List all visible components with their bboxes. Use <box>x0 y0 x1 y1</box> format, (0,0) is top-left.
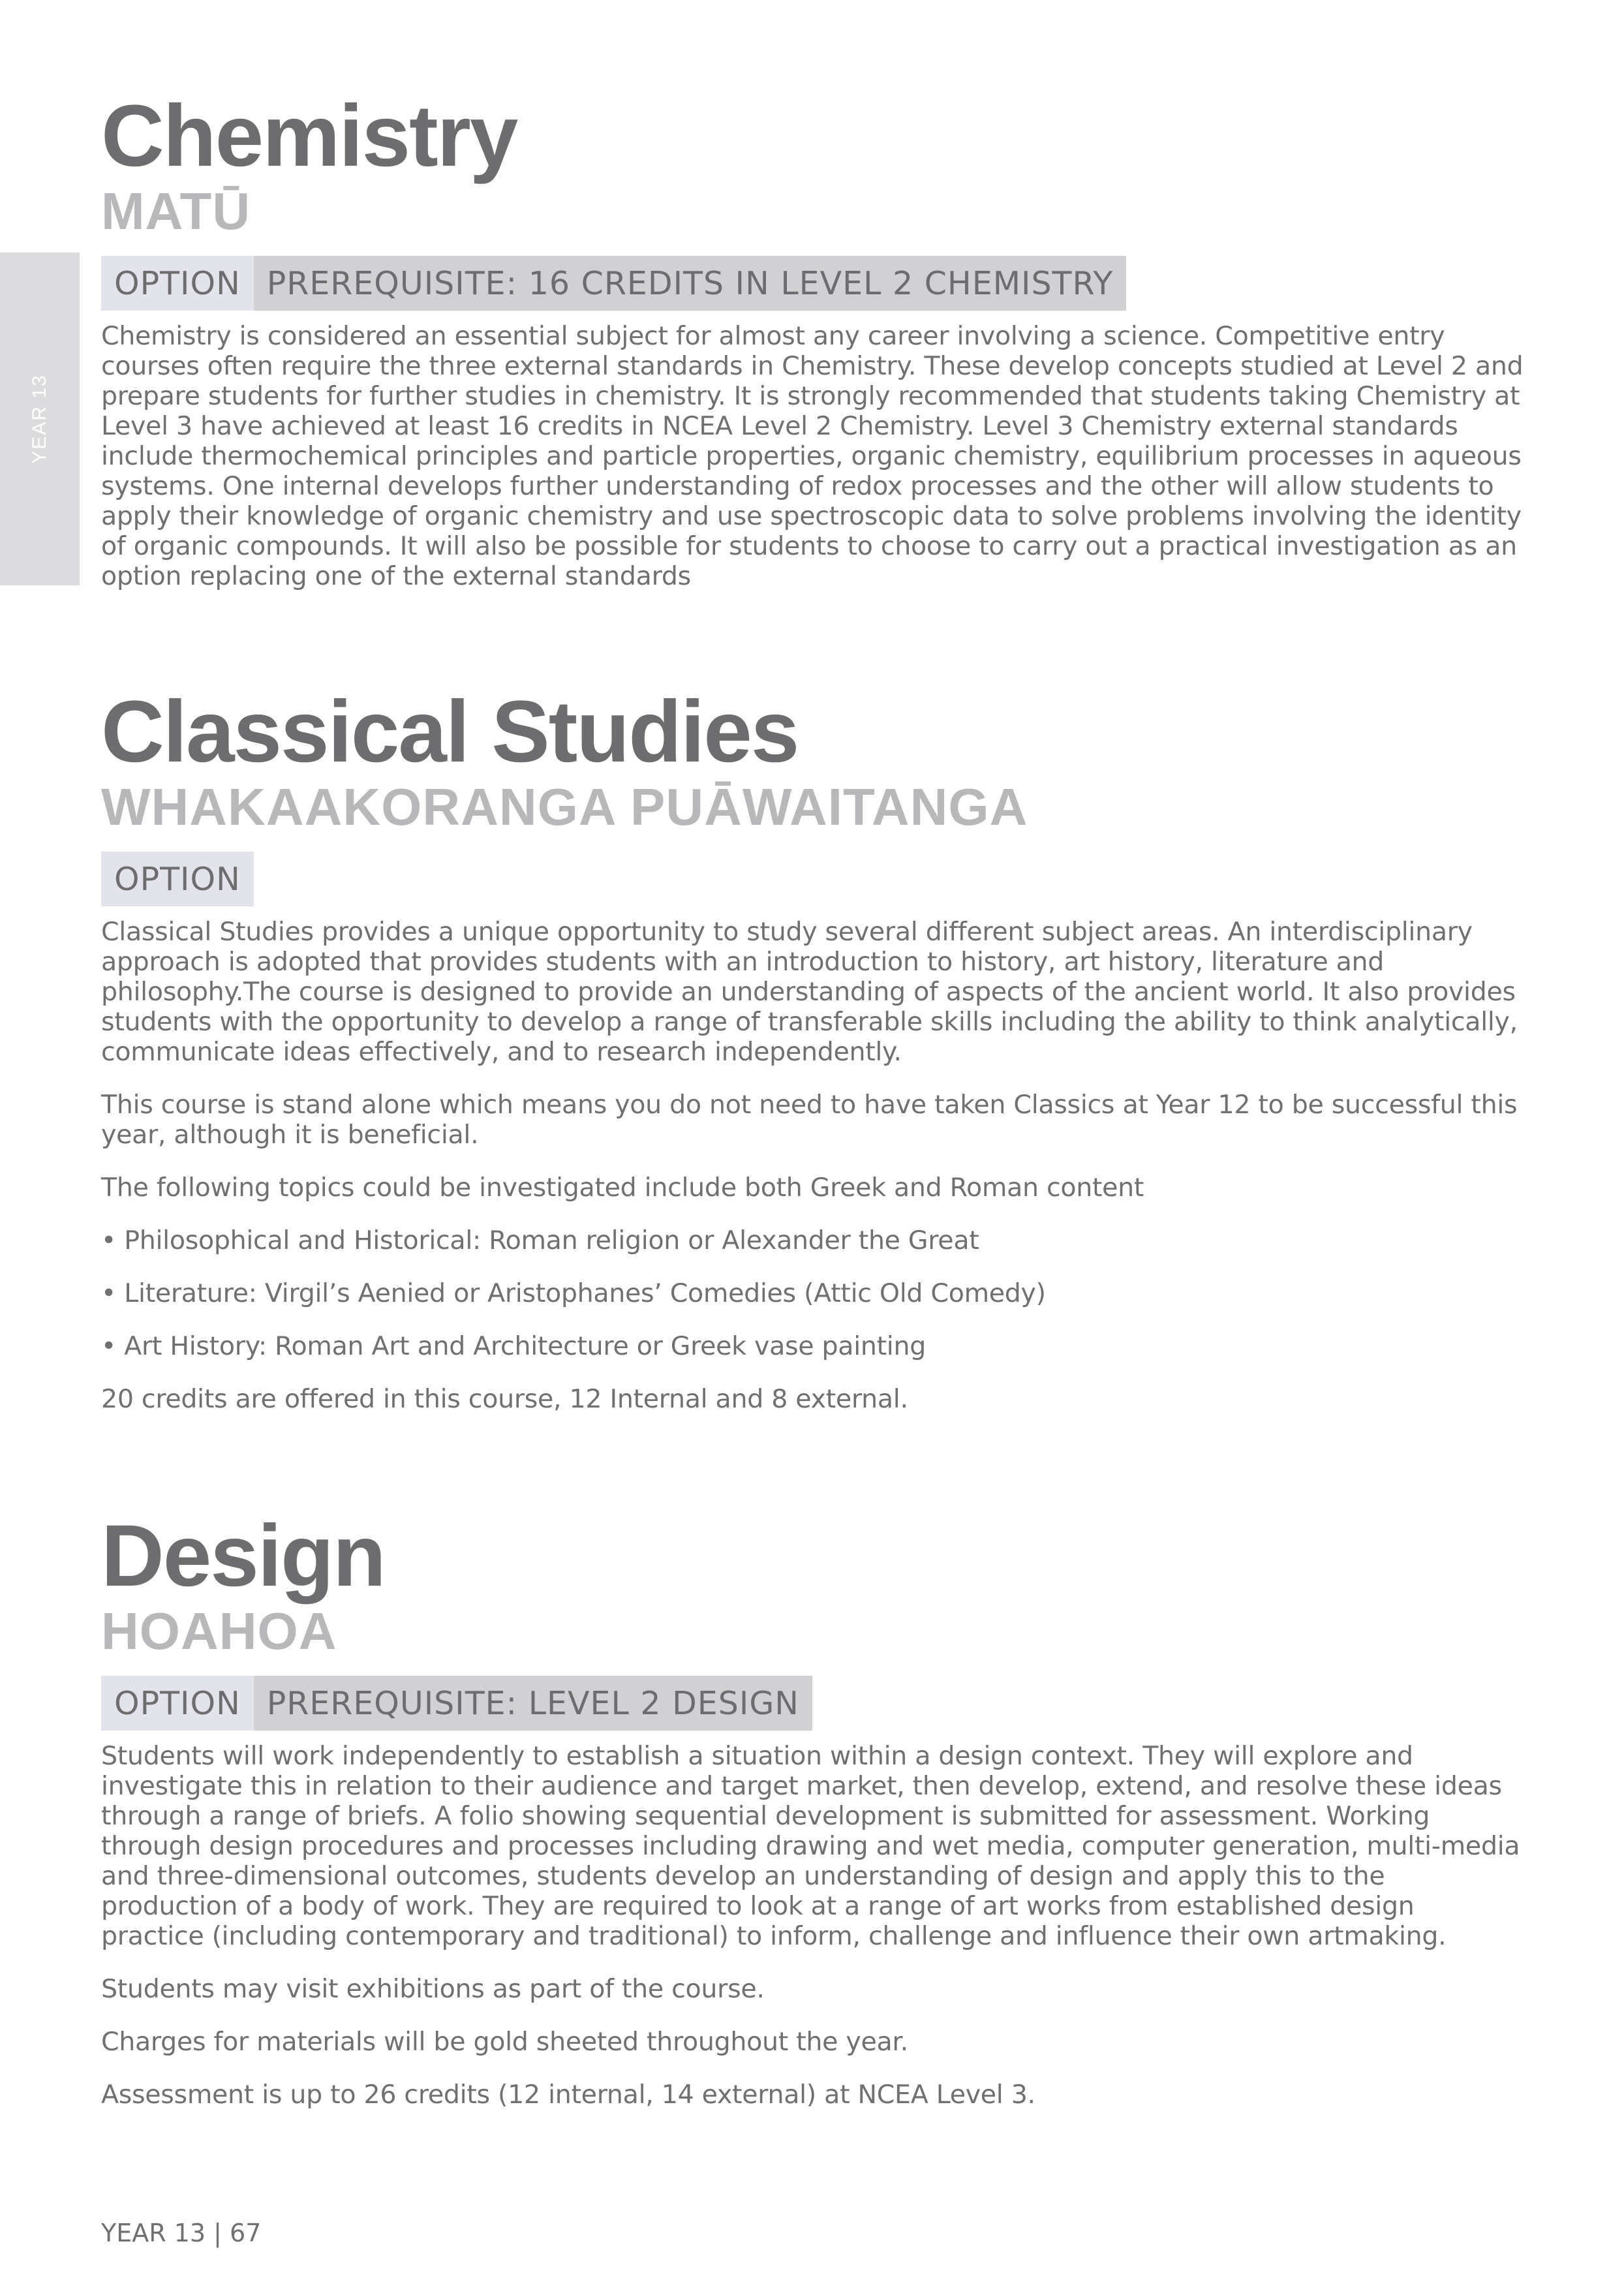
section-body <box>101 917 1524 1414</box>
paragraph: Chemistry is considered an essential subject for almost any career involving a science. Competitive entry courses often require the three external standards in Chemistry. These develop concepts studied at Level 2 and prepare students for further studies in chemistry. It is strongly recommended that students taking Chemistry at Level 3 have achieved at least 16 credits in NCEA Level 2 Chemistry. Level 3 Chemistry external standards include thermochemical principles and particle properties, organic chemistry, equilibrium processes in aqueous systems. One internal develops further understanding of redox processes and the other will allow students to apply their knowledge of organic chemistry and use spectroscopic data to solve problems involving the identity of organic compounds. It will also be possible for students to choose to carry out a practical investigation as an option replacing one of the external standards <box>101 321 1524 591</box>
side-tab-label: YEAR 13 <box>29 374 50 464</box>
option-tag: OPTION <box>101 852 254 906</box>
prerequisite-tag: PREREQUISITE: 16 CREDITS IN LEVEL 2 CHEMISTRY <box>254 256 1127 311</box>
section-subtitle: WHAKAAKORANGA PUĀWAITANGA <box>101 778 1028 836</box>
chemistry-section <box>101 87 1524 591</box>
paragraph: The following topics could be investigated include both Greek and Roman content <box>101 1173 1144 1203</box>
year-side-tab <box>0 253 80 585</box>
bullet-item: • Literature: Virgil’s Aenied or Aristophanes’ Comedies (Attic Old Comedy) <box>101 1278 1046 1308</box>
paragraph: Classical Studies provides a unique opportunity to study several different subject areas. An interdisciplinary approach is adopted that provides students with an introduction to history, art history, literature and philosophy.The course is designed to provide an understanding of aspects of the ancient world. It also provides students with the opportunity to develop a range of transferable skills including the ability to think analytically, communicate ideas effectively, and to research independently. <box>101 917 1518 1067</box>
design-section <box>101 1507 1524 2110</box>
classical-studies-section <box>101 683 1524 1414</box>
paragraph: This course is stand alone which means you do not need to have taken Classics at Year 12 to be successful this year, although it is beneficial. <box>101 1090 1518 1150</box>
section-title: Chemistry <box>101 87 517 185</box>
option-tag: OPTION <box>101 256 254 311</box>
paragraph: Students may visit exhibitions as part of the course. <box>101 1974 765 2004</box>
paragraph: Students will work independently to establish a situation within a design context. They will explore and investigate this in relation to their audience and target market, then develop, extend, and resolve these ideas through a range of briefs. A folio showing sequential development is submitted for assessment. Working through design procedures and processes including drawing and wet media, computer generation, multi-media and three-dimensional outcomes, students develop an understanding of design and apply this to the production of a body of work. They are required to look at a range of art works from established design practice (including contemporary and traditional) to inform, challenge and influence their own artmaking. <box>101 1741 1520 1951</box>
section-body <box>101 1741 1524 2110</box>
bullet-item: • Art History: Roman Art and Architecture or Greek vase painting <box>101 1331 926 1361</box>
page-footer: YEAR 13 | 67 <box>101 2219 262 2247</box>
tag-row <box>101 852 1524 906</box>
section-subtitle: HOAHOA <box>101 1602 337 1660</box>
section-body <box>101 321 1524 591</box>
bullet-item: • Philosophical and Historical: Roman religion or Alexander the Great <box>101 1225 979 1255</box>
paragraph: 20 credits are offered in this course, 12 Internal and 8 external. <box>101 1384 908 1414</box>
paragraph: Charges for materials will be gold sheeted throughout the year. <box>101 2027 908 2057</box>
section-subtitle: MATŪ <box>101 182 251 240</box>
tag-row <box>101 256 1524 311</box>
tag-row <box>101 1676 1524 1731</box>
section-title: Classical Studies <box>101 683 799 780</box>
paragraph: Assessment is up to 26 credits (12 internal, 14 external) at NCEA Level 3. <box>101 2080 1035 2110</box>
option-tag: OPTION <box>101 1676 254 1731</box>
prerequisite-tag: PREREQUISITE: LEVEL 2 DESIGN <box>254 1676 812 1731</box>
section-title: Design <box>101 1507 385 1605</box>
